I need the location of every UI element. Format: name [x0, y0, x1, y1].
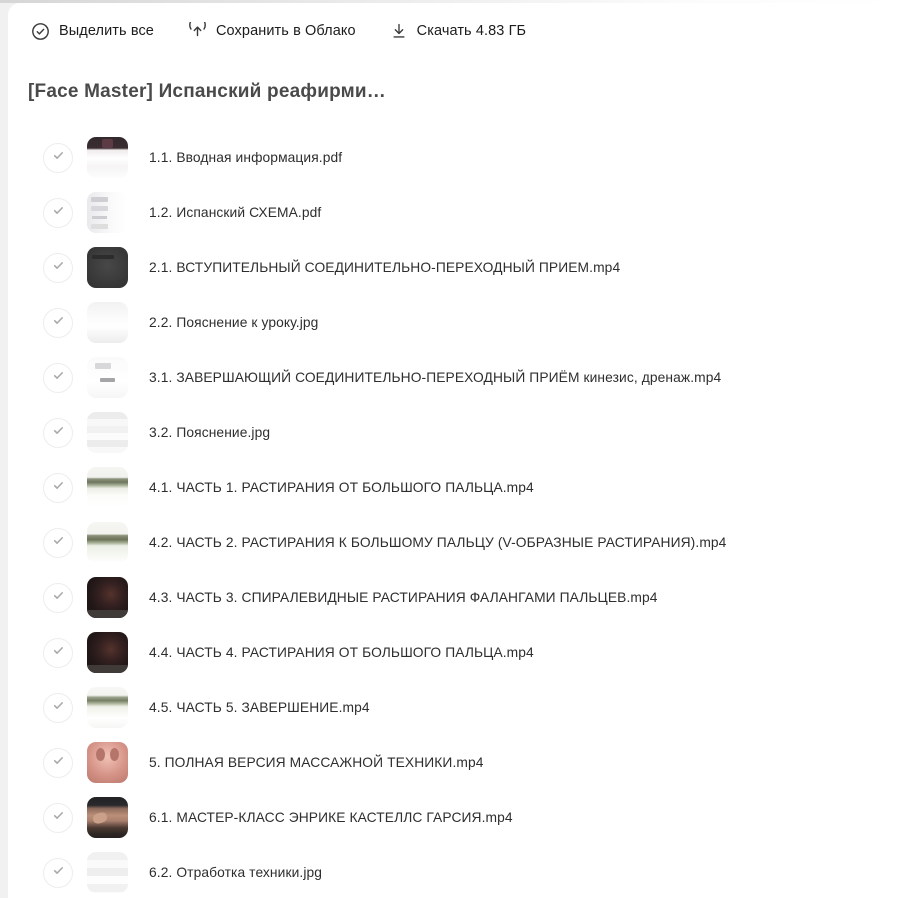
file-checkbox[interactable]: [43, 803, 73, 833]
file-name[interactable]: 4.1. ЧАСТЬ 1. РАСТИРАНИЯ ОТ БОЛЬШОГО ПАЛЬЦА.mp4: [149, 480, 534, 495]
check-circle-icon: [31, 22, 50, 41]
file-name[interactable]: 1.2. Испанский СХЕМА.pdf: [149, 205, 322, 220]
file-checkbox[interactable]: [43, 253, 73, 283]
check-icon: [51, 533, 66, 553]
file-row: [8, 515, 900, 570]
check-icon: [51, 643, 66, 663]
check-icon: [51, 863, 66, 883]
file-thumbnail[interactable]: [87, 467, 128, 508]
file-checkbox[interactable]: [43, 638, 73, 668]
check-icon: [51, 808, 66, 828]
download-icon: [390, 22, 408, 40]
file-checkbox[interactable]: [43, 198, 73, 228]
file-thumbnail[interactable]: [87, 852, 128, 893]
check-icon: [51, 258, 66, 278]
file-name[interactable]: 1.1. Вводная информация.pdf: [149, 150, 343, 165]
window-top-edge: [0, 0, 900, 3]
check-icon: [51, 478, 66, 498]
file-name[interactable]: 3.1. ЗАВЕРШАЮЩИЙ СОЕДИНИТЕЛЬНО-ПЕРЕХОДНЫЙ ПРИЁМ кинезис, дренаж.mp4: [149, 370, 722, 385]
file-checkbox[interactable]: [43, 363, 73, 393]
file-checkbox[interactable]: [43, 528, 73, 558]
file-name[interactable]: 4.3. ЧАСТЬ 3. СПИРАЛЕВИДНЫЕ РАСТИРАНИЯ ФАЛАНГАМИ ПАЛЬЦЕВ.mp4: [149, 590, 658, 605]
file-checkbox[interactable]: [43, 473, 73, 503]
file-row: [8, 570, 900, 625]
page-left-gutter: [0, 0, 8, 898]
file-thumbnail[interactable]: [87, 412, 128, 453]
cloud-upload-icon: [188, 22, 207, 41]
file-thumbnail[interactable]: [87, 632, 128, 673]
file-checkbox[interactable]: [43, 693, 73, 723]
file-row: [8, 460, 900, 515]
file-row: [8, 185, 900, 240]
file-name[interactable]: 2.2. Пояснение к уроку.jpg: [149, 315, 319, 330]
file-name[interactable]: 4.5. ЧАСТЬ 5. ЗАВЕРШЕНИЕ.mp4: [149, 700, 370, 715]
file-thumbnail[interactable]: [87, 797, 128, 838]
file-row: [8, 735, 900, 790]
file-thumbnail[interactable]: [87, 357, 128, 398]
file-row: [8, 240, 900, 295]
check-icon: [51, 753, 66, 773]
file-thumbnail[interactable]: [87, 302, 128, 343]
download-button[interactable]: [390, 22, 527, 40]
check-icon: [51, 423, 66, 443]
file-thumbnail[interactable]: [87, 577, 128, 618]
file-thumbnail[interactable]: [87, 192, 128, 233]
file-checkbox[interactable]: [43, 748, 73, 778]
file-row: [8, 845, 900, 898]
file-thumbnail[interactable]: [87, 247, 128, 288]
file-thumbnail[interactable]: [87, 687, 128, 728]
file-checkbox[interactable]: [43, 418, 73, 448]
check-icon: [51, 203, 66, 223]
check-icon: [51, 698, 66, 718]
file-name[interactable]: 4.2. ЧАСТЬ 2. РАСТИРАНИЯ К БОЛЬШОМУ ПАЛЬЦУ (V-ОБРАЗНЫЕ РАСТИРАНИЯ).mp4: [149, 535, 727, 550]
toolbar: [8, 3, 900, 46]
page-title: [Face Master] Испанский реафирми…: [28, 81, 386, 102]
check-icon: [51, 588, 66, 608]
file-thumbnail[interactable]: [87, 522, 128, 563]
file-checkbox[interactable]: [43, 143, 73, 173]
file-checkbox[interactable]: [43, 858, 73, 888]
download-label: Скачать 4.83 ГБ: [416, 23, 527, 39]
file-name[interactable]: 2.1. ВСТУПИТЕЛЬНЫЙ СОЕДИНИТЕЛЬНО-ПЕРЕХОДНЫЙ ПРИЕМ.mp4: [149, 260, 621, 275]
check-icon: [51, 148, 66, 168]
file-row: [8, 350, 900, 405]
file-checkbox[interactable]: [43, 583, 73, 613]
file-name[interactable]: 6.2. Отработка техники.jpg: [149, 865, 323, 880]
file-name[interactable]: 6.1. МАСТЕР-КЛАСС ЭНРИКЕ КАСТЕЛЛС ГАРСИЯ.mp4: [149, 810, 513, 825]
select-all-label: Выделить все: [59, 23, 154, 39]
file-row: [8, 790, 900, 845]
check-icon: [51, 313, 66, 333]
file-thumbnail[interactable]: [87, 137, 128, 178]
file-name[interactable]: 5. ПОЛНАЯ ВЕРСИЯ МАССАЖНОЙ ТЕХНИКИ.mp4: [149, 755, 484, 770]
file-row: [8, 625, 900, 680]
file-name[interactable]: 4.4. ЧАСТЬ 4. РАСТИРАНИЯ ОТ БОЛЬШОГО ПАЛЬЦА.mp4: [149, 645, 534, 660]
file-checkbox[interactable]: [43, 308, 73, 338]
file-share-panel: [8, 3, 900, 898]
select-all-button[interactable]: [31, 22, 154, 41]
save-to-cloud-button[interactable]: [188, 22, 356, 41]
file-name[interactable]: 3.2. Пояснение.jpg: [149, 425, 271, 440]
file-row: [8, 405, 900, 460]
file-row: [8, 680, 900, 735]
file-thumbnail[interactable]: [87, 742, 128, 783]
file-row: [8, 130, 900, 185]
save-to-cloud-label: Сохранить в Облако: [215, 23, 356, 39]
file-list: [8, 130, 900, 898]
check-icon: [51, 368, 66, 388]
file-row: [8, 295, 900, 350]
